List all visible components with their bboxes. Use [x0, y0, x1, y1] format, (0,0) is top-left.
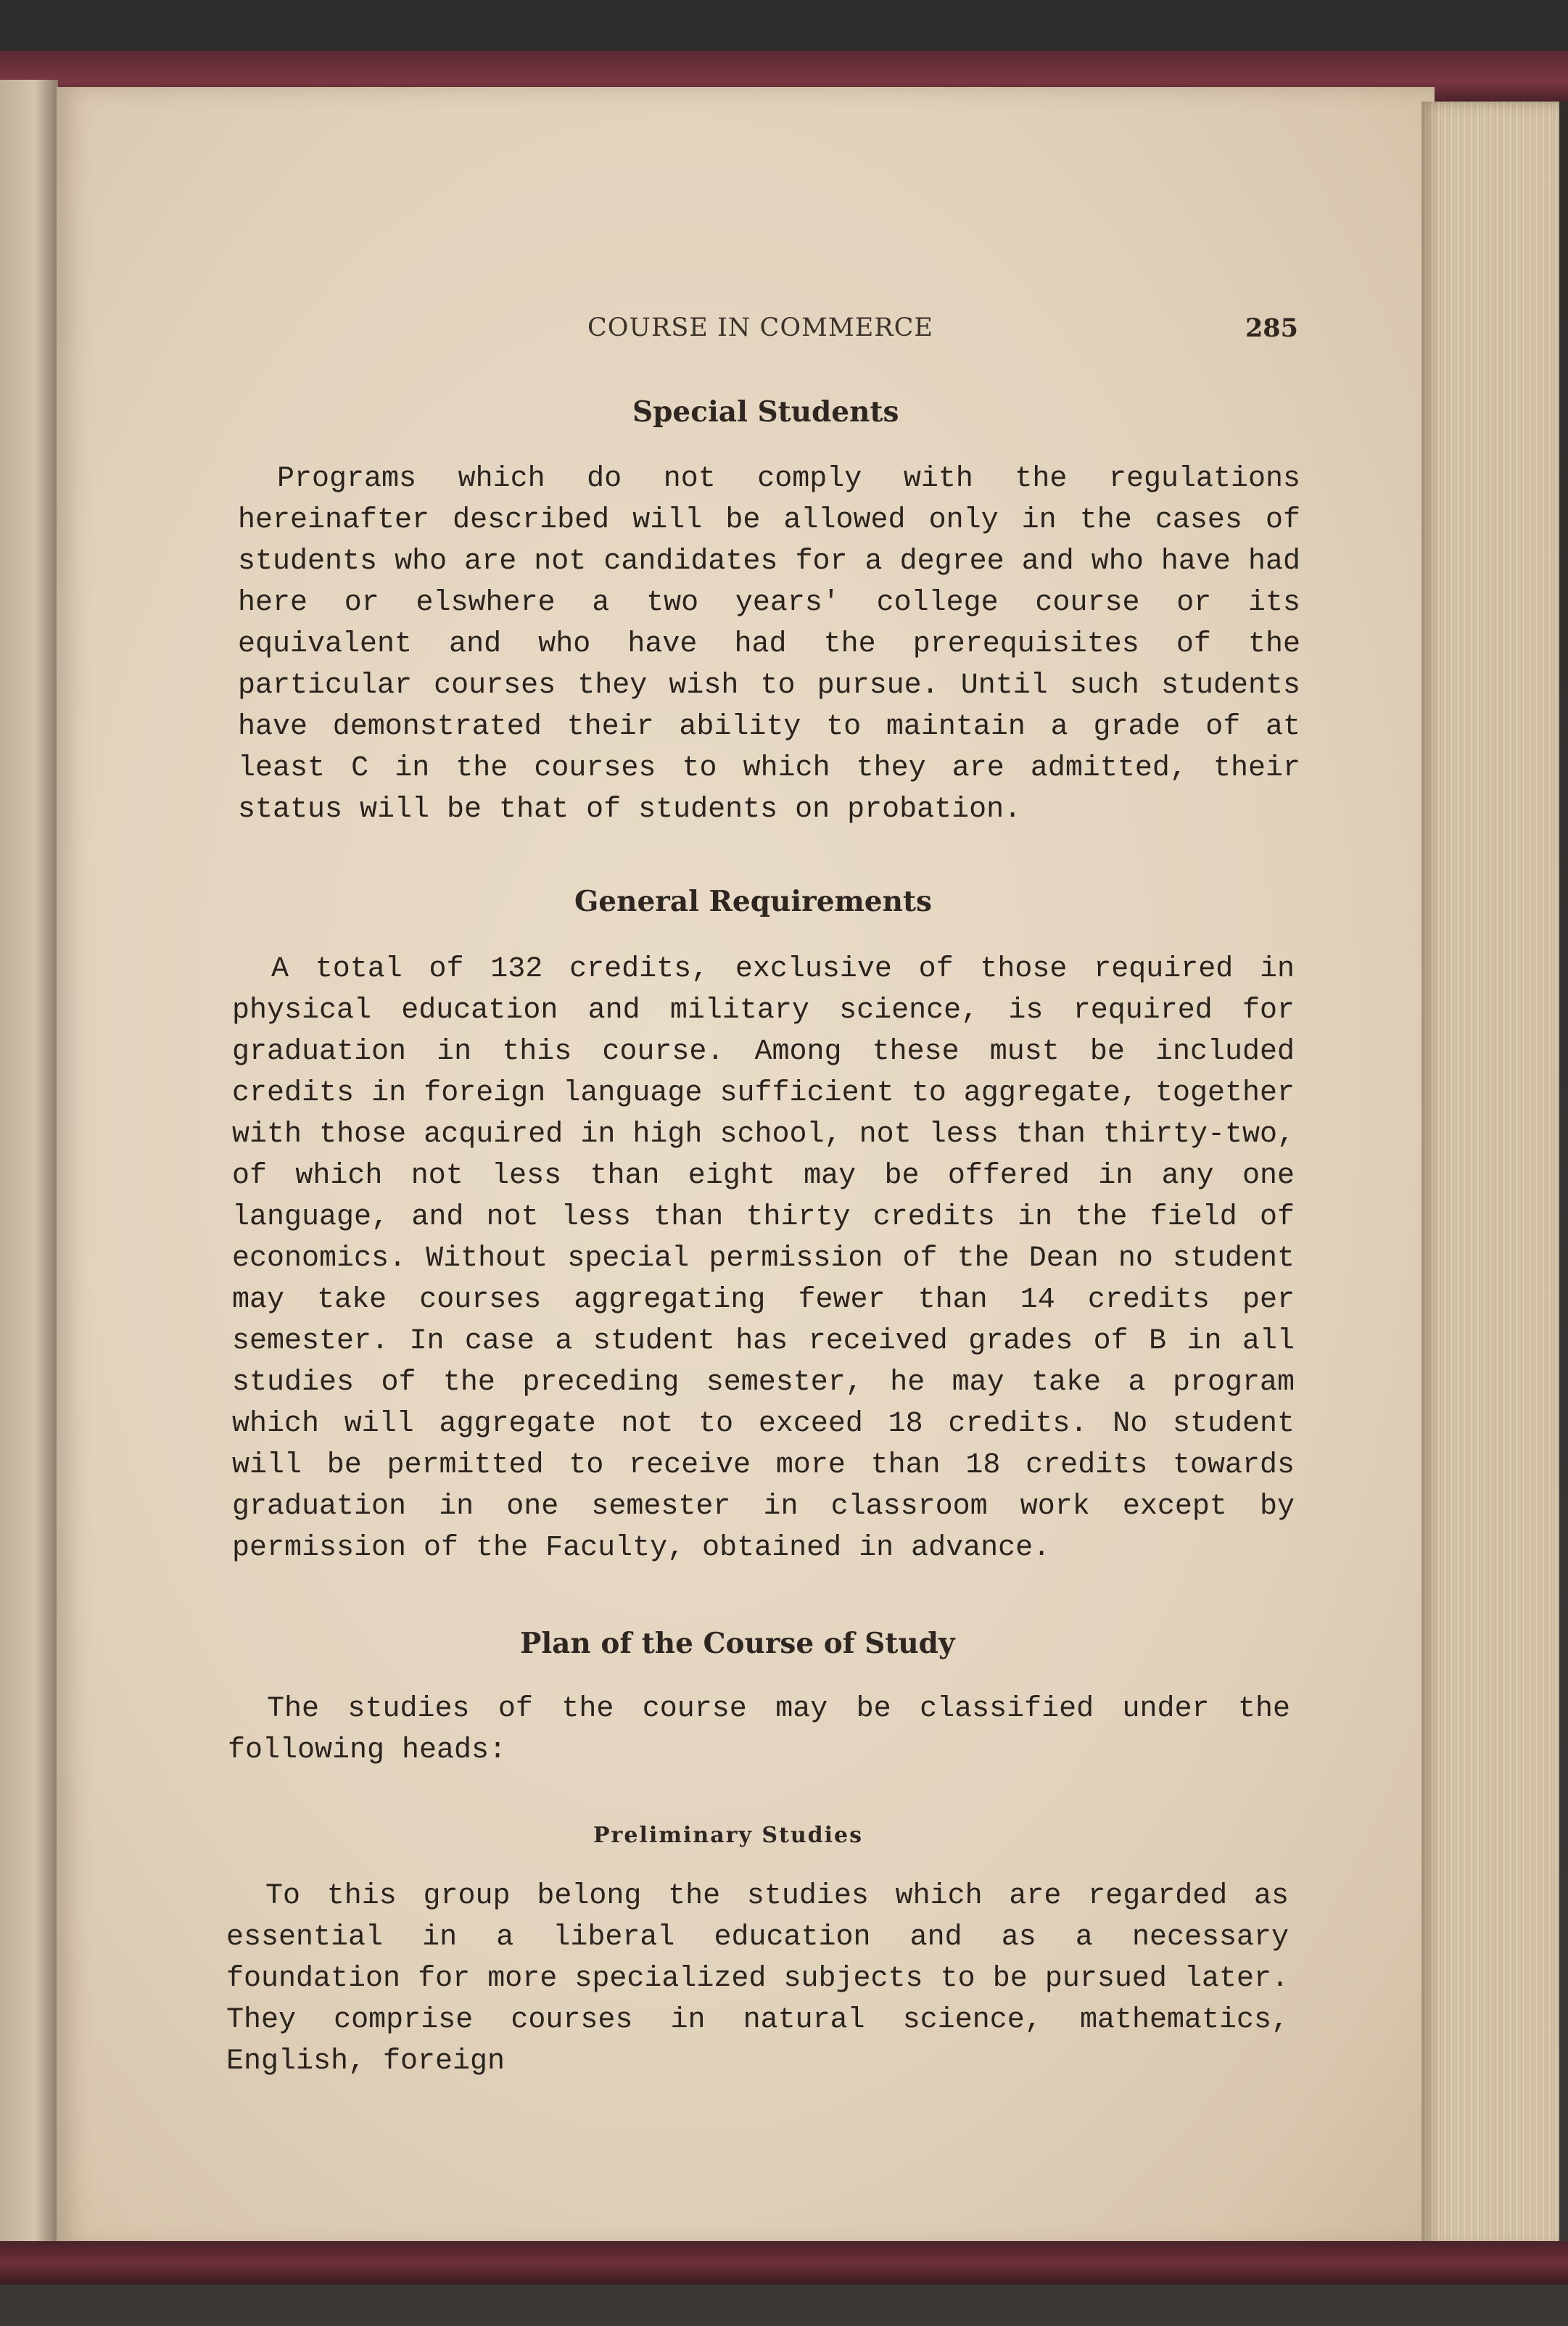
paragraph-preliminary-studies: To this group belong the studies which are regarded as essential in a liberal education and as a necessary foundation for more specialized subjects to be pursued later. They comprise courses in natural science, mathematics, English, foreign — [226, 1880, 1289, 2078]
subsection-heading-preliminary-studies: Preliminary Studies — [593, 1823, 863, 1848]
section-heading-plan-of-course: Plan of the Course of Study — [520, 1627, 955, 1660]
section-heading-general-requirements: General Requirements — [574, 885, 932, 918]
running-title: COURSE IN COMMERCE — [587, 313, 933, 342]
page-stack-edge — [1421, 102, 1559, 2248]
paragraph-plan-of-course: The studies of the course may be classified under the following heads: — [228, 1693, 1290, 1767]
page-header — [239, 313, 1298, 350]
paragraph-general-requirements: A total of 132 credits, exclusive of those required in physical education and military science, is required for graduation in this course. Among these must be included credits in foreign language sufficient to aggregate, together with those acquired in high school, not less than thirty-two, of which not less than eight may be offered in any one language, and not less than thirty credits in the field of economics. Without special permission of the Dean no student may take courses aggregating fewer than 14 credits per semester. In case a student has received grades of B in all studies of the preceding semester, he may take a program which will aggregate not to exceed 18 credits. No student will be permitted to receive more than 18 credits towards graduation in one semester in classroom work except by permission of the Faculty, obtained in advance. — [232, 953, 1295, 1564]
paragraph-special-students: Programs which do not comply with the regulations hereinafter described will be allowed only in the cases of students who are not candidates for a degree and who have had here or elswhere a two years' college course or its equivalent and who have had the prerequisites of the particular courses they wish to pursue. Until such students have demonstrated their ability to maintain a grade of at least C in the courses to which they are admitted, their status will be that of students on probation. — [238, 463, 1300, 826]
section-heading-special-students: Special Students — [632, 395, 899, 429]
page-number: 285 — [1245, 313, 1298, 343]
book-cover-bottom-edge — [0, 2241, 1568, 2285]
book-gutter — [0, 80, 58, 2256]
